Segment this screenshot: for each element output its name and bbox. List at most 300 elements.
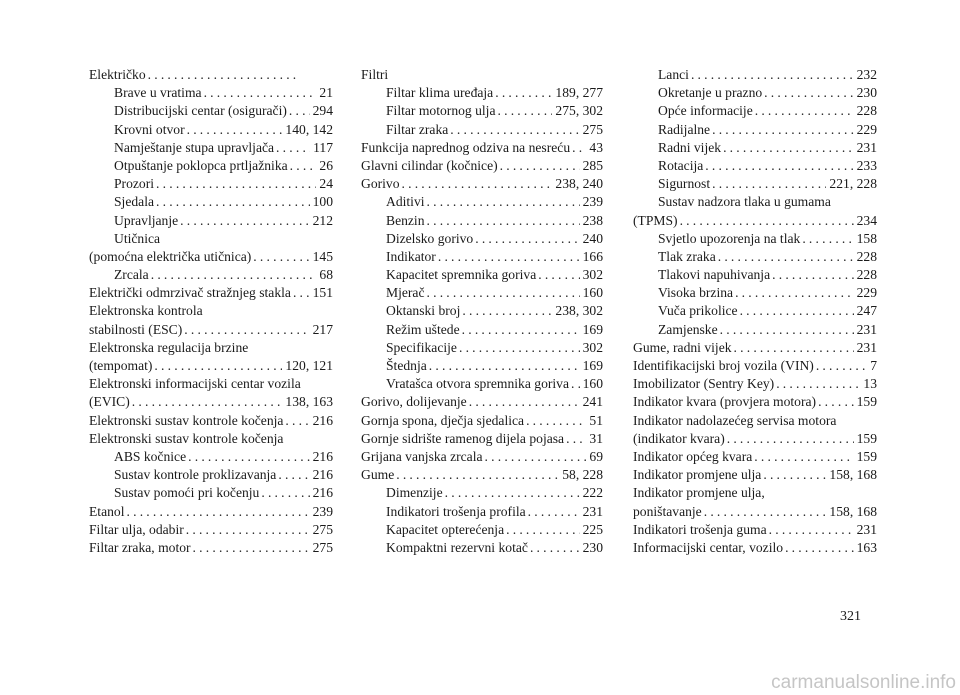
index-entry-text: Benzin [386, 212, 425, 230]
index-entry [361, 139, 603, 157]
index-entry-text: Identifikacijski broj vozila (VIN) [633, 357, 814, 375]
dot-leader [761, 466, 826, 484]
index-entry-page: 238, 302 [555, 303, 603, 319]
dot-leader [154, 175, 316, 193]
index-column-3 [633, 66, 877, 557]
index-entry-text: Utičnica [114, 230, 160, 248]
dot-leader [770, 266, 853, 284]
dot-leader [427, 357, 580, 375]
index-entry-page: 275, 302 [555, 103, 603, 119]
dot-leader [689, 66, 854, 84]
index-entry [633, 448, 877, 466]
index-entry-page: 229 [856, 121, 877, 137]
index-entry-page: 160 [582, 285, 603, 301]
dot-leader [732, 339, 854, 357]
index-entry [361, 430, 603, 448]
index-entry-text: Gume [361, 466, 394, 484]
index-entry-text: Filtar zraka, motor [89, 539, 191, 557]
index-entry-page: 169 [582, 321, 603, 337]
dot-leader [276, 466, 309, 484]
index-entry-text: Kompaktni rezervni kotač [386, 539, 528, 557]
index-entry-page: 216 [312, 448, 333, 464]
index-entry-text: Režim uštede [386, 321, 460, 339]
index-entry-page: 234 [856, 212, 877, 228]
index-entry-page: 159 [856, 448, 877, 464]
index-entry-page: 51 [589, 412, 603, 428]
index-entry-page: 58, 228 [562, 467, 603, 483]
index-entry-text: Aditivi [386, 193, 425, 211]
dot-leader [460, 302, 552, 320]
dot-leader [436, 248, 580, 266]
index-entry-text: Sustav pomoći pri kočenju [114, 484, 259, 502]
dot-leader [800, 230, 853, 248]
index-entry-text: Vratašca otvora spremnika goriva [386, 375, 569, 393]
index-entry [361, 102, 603, 120]
index-entry [633, 230, 877, 248]
index-entry [361, 521, 603, 539]
index-column-1 [89, 66, 333, 557]
index-entry [361, 357, 603, 375]
index-entry-text: Brave u vratima [114, 84, 202, 102]
index-entry-page: 239 [312, 503, 333, 519]
dot-leader [569, 375, 580, 393]
index-entry-page: 231 [582, 503, 603, 519]
dot-leader [467, 393, 580, 411]
index-entry-text: Tlak zraka [658, 248, 716, 266]
index-entry-text: Indikatori trošenja guma [633, 521, 767, 539]
index-entry [89, 539, 333, 557]
index-entry [633, 193, 877, 211]
index-entry-text: (indikator kvara) [633, 430, 725, 448]
dot-leader [473, 230, 579, 248]
index-entry [361, 375, 603, 393]
index-entry-page: 145 [312, 248, 333, 264]
index-entry-text: Funkcija naprednog odziva na nesreću [361, 139, 570, 157]
index-entry [89, 357, 333, 375]
dot-leader [716, 248, 854, 266]
index-entry [361, 448, 603, 466]
index-entry-page: 275 [312, 539, 333, 555]
dot-leader [710, 175, 826, 193]
dot-leader [191, 539, 310, 557]
index-entry-page: 231 [856, 321, 877, 337]
index-entry-text: Filtar ulja, odabir [89, 521, 184, 539]
index-entry-text: Sustav kontrole proklizavanja [114, 466, 276, 484]
dot-leader [762, 84, 853, 102]
dot-leader [202, 84, 317, 102]
index-entry [633, 66, 877, 84]
index-entry [361, 175, 603, 193]
index-entry-text: Namještanje stupa upravljača [114, 139, 274, 157]
index-entry [89, 230, 333, 248]
index-entry-text: Gorivo [361, 175, 400, 193]
index-entry-text: Okretanje u prazno [658, 84, 762, 102]
index-entry-page: 233 [856, 157, 877, 173]
index-entry-text: (tempomat) [89, 357, 152, 375]
index-entry-page: 275 [312, 521, 333, 537]
index-entry [633, 375, 877, 393]
dot-leader [259, 484, 309, 502]
index-entry [633, 357, 877, 375]
index-entry-page: 26 [319, 157, 333, 173]
index-entry [89, 503, 333, 521]
dot-leader [178, 212, 309, 230]
index-entry-page: 231 [856, 521, 877, 537]
index-entry [633, 521, 877, 539]
index-entry [361, 157, 603, 175]
dot-leader [394, 466, 559, 484]
dot-leader [816, 393, 854, 411]
index-entry-text: Gorivo, dolijevanje [361, 393, 467, 411]
index-entry-text: Filtar klima uređaja [386, 84, 493, 102]
index-entry-page: 240 [582, 230, 603, 246]
dot-leader [496, 102, 553, 120]
index-entry [89, 84, 333, 102]
index-entry [89, 448, 333, 466]
index-entry-text: Lanci [658, 66, 689, 84]
index-entry [361, 84, 603, 102]
index-entry [633, 466, 877, 484]
dot-leader [125, 503, 310, 521]
index-entry-text: Upravljanje [114, 212, 178, 230]
index-entry-text: Elektronski sustav kontrole kočenja [89, 412, 283, 430]
index-entry-text: Indikator promjene ulja, [633, 484, 765, 502]
index-entry [361, 503, 603, 521]
index-entry-text: Elektronska kontrola [89, 302, 203, 320]
dot-leader [400, 175, 553, 193]
index-entry-page: 275 [582, 121, 603, 137]
index-entry-text: Etanol [89, 503, 125, 521]
dot-leader [767, 521, 854, 539]
index-entry [89, 175, 333, 193]
index-entry-page: 158, 168 [829, 503, 877, 519]
index-entry-page: 216 [312, 467, 333, 483]
dot-leader [425, 193, 580, 211]
index-entry-page: 163 [856, 539, 877, 555]
dot-leader [425, 212, 580, 230]
index-entry-page: 231 [856, 339, 877, 355]
dot-leader [287, 102, 310, 120]
index-entry [361, 539, 603, 557]
index-entry-page: 241 [582, 394, 603, 410]
index-entry-text: Oktanski broj [386, 302, 460, 320]
index-entry-page: 68 [319, 267, 333, 283]
index-entry-page: 230 [582, 539, 603, 555]
index-entry [633, 539, 877, 557]
dot-leader [570, 139, 586, 157]
dot-leader [752, 448, 853, 466]
index-entry-page: 225 [582, 521, 603, 537]
index-entry-page: 216 [312, 412, 333, 428]
index-entry-page: 221, 228 [829, 176, 877, 192]
index-entry-text: Glavni cilindar (kočnice) [361, 157, 498, 175]
dot-leader [783, 539, 854, 557]
dot-leader [702, 503, 827, 521]
index-entry-page: 239 [582, 194, 603, 210]
index-entry-text: Radijalne [658, 121, 710, 139]
index-entry-text: Sjedala [114, 193, 154, 211]
index-entry-text: Indikator kvara (provjera motora) [633, 393, 816, 411]
index-entry-page: 231 [856, 139, 877, 155]
index-entry-text: Informacijski centar, vozilo [633, 539, 783, 557]
index-entry-text: (pomoćna električka utičnica) [89, 248, 251, 266]
index-entry [633, 212, 877, 230]
index-entry-text: Prozori [114, 175, 154, 193]
index-entry-page: 69 [589, 448, 603, 464]
dot-leader [524, 412, 586, 430]
index-entry [89, 521, 333, 539]
dot-leader [498, 157, 580, 175]
index-entry-page: 247 [856, 303, 877, 319]
index-entry-page: 151 [312, 285, 333, 301]
index-entry-page: 222 [582, 485, 603, 501]
index-entry-page: 117 [313, 139, 333, 155]
index-entry-page: 13 [863, 376, 877, 392]
dot-leader [425, 284, 580, 302]
index-column-2 [361, 66, 603, 557]
index-entry-page: 31 [589, 430, 603, 446]
index-entry-text: Sustav nadzora tlaka u gumama [658, 193, 831, 211]
index-entry [633, 339, 877, 357]
index-entry [361, 193, 603, 211]
index-entry [361, 230, 603, 248]
index-entry [633, 102, 877, 120]
dot-leader [678, 212, 854, 230]
dot-leader [152, 357, 282, 375]
dot-leader [182, 321, 309, 339]
index-entry [89, 284, 333, 302]
index-entry-page: 212 [312, 212, 333, 228]
index-entry-text: Grijana vanjska zrcala [361, 448, 483, 466]
index-entry-text: Specifikacije [386, 339, 457, 357]
dot-leader [753, 102, 854, 120]
index-entry [89, 484, 333, 502]
index-entry [361, 248, 603, 266]
index-entry [633, 121, 877, 139]
index-entry-text: Tlakovi napuhivanja [658, 266, 770, 284]
dot-leader [774, 375, 860, 393]
index-entry-page: 24 [319, 176, 333, 192]
dot-leader [526, 503, 580, 521]
index-entry [633, 84, 877, 102]
index-entry-text: Elektronski informacijski centar vozila [89, 375, 301, 393]
dot-leader [483, 448, 587, 466]
index-entry [361, 121, 603, 139]
dot-leader [288, 157, 317, 175]
index-entry-page: 228 [856, 248, 877, 264]
index-entry-page: 43 [589, 139, 603, 155]
dot-leader [146, 66, 298, 84]
index-entry-text: Imobilizator (Sentry Key) [633, 375, 774, 393]
index-entry [361, 321, 603, 339]
index-entry-text: ABS kočnice [114, 448, 186, 466]
index-entry [633, 266, 877, 284]
dot-leader [457, 339, 580, 357]
index-entry-page: 238 [582, 212, 603, 228]
index-entry [89, 321, 333, 339]
index-entry-text: Gume, radni vijek [633, 339, 732, 357]
index-entry [361, 302, 603, 320]
index-entry-text: Otpuštanje poklopca prtljažnika [114, 157, 288, 175]
index-entry-text: Gornje sidrište ramenog dijela pojasa [361, 430, 564, 448]
index-entry-text: Indikator [386, 248, 436, 266]
index-entry-page: 228 [856, 103, 877, 119]
index-entry [361, 412, 603, 430]
index-entry-page: 229 [856, 285, 877, 301]
dot-leader [493, 84, 552, 102]
index-entry-text: Visoka brzina [658, 284, 733, 302]
index-entry-text: stabilnosti (ESC) [89, 321, 182, 339]
index-entry-page: 21 [319, 85, 333, 101]
index-entry-page: 216 [312, 485, 333, 501]
index-entry-text: Krovni otvor [114, 121, 185, 139]
dot-leader [738, 302, 854, 320]
dot-leader [448, 121, 579, 139]
index-entry [89, 302, 333, 320]
index-entry-text: Distribucijski centar (osigurači) [114, 102, 287, 120]
index-entry [361, 466, 603, 484]
index-entry-text: (EVIC) [89, 393, 130, 411]
index-entry-text: Kapacitet spremnika goriva [386, 266, 536, 284]
dot-leader [504, 521, 579, 539]
index-entry [633, 321, 877, 339]
index-entry [89, 393, 333, 411]
index-entry-text: Filtar zraka [386, 121, 448, 139]
index-entry [633, 175, 877, 193]
dot-leader [528, 539, 580, 557]
index-entry [89, 375, 333, 393]
index-entry [89, 193, 333, 211]
dot-leader [564, 430, 586, 448]
index-entry-text: Vuča prikolice [658, 302, 738, 320]
dot-leader [154, 193, 310, 211]
dot-leader [733, 284, 854, 302]
index-entry-page: 230 [856, 85, 877, 101]
index-entry [361, 393, 603, 411]
index-entry [361, 339, 603, 357]
index-entry-text: Elektronska regulacija brzine [89, 339, 248, 357]
index-entry-page: 302 [582, 267, 603, 283]
index-entry-page: 228 [856, 267, 877, 283]
index-entry-page: 100 [312, 194, 333, 210]
index-entry-text: Kapacitet opterećenja [386, 521, 504, 539]
index-entry-page: 140, 142 [285, 121, 333, 137]
index-entry [633, 412, 877, 430]
index-entry [89, 248, 333, 266]
index-entry-text: Filtar motornog ulja [386, 102, 496, 120]
index-entry-text: Mjerač [386, 284, 425, 302]
index-entry-page: 158 [856, 230, 877, 246]
dot-leader [725, 430, 854, 448]
dot-leader [251, 248, 309, 266]
index-entry [89, 339, 333, 357]
index-entry [89, 430, 333, 448]
dot-leader [460, 321, 580, 339]
dot-leader [536, 266, 579, 284]
index-entry-page: 158, 168 [829, 467, 877, 483]
index-entry-page: 217 [312, 321, 333, 337]
index-entry [633, 393, 877, 411]
index-entry-page: 138, 163 [285, 394, 333, 410]
dot-leader [721, 139, 854, 157]
dot-leader [186, 448, 309, 466]
index-entry [633, 503, 877, 521]
index-entry-page: 294 [312, 103, 333, 119]
index-entry [89, 102, 333, 120]
index-entry-text: Zrcala [114, 266, 149, 284]
index-entry-text: Električki odmrzivač stražnjeg stakla [89, 284, 291, 302]
index-entry [361, 212, 603, 230]
index-entry-text: Svjetlo upozorenja na tlak [658, 230, 800, 248]
index-entry [89, 466, 333, 484]
index-entry-text: Indikator nadolazećeg servisa motora [633, 412, 836, 430]
index-entry [633, 139, 877, 157]
index-entry-page: 189, 277 [555, 85, 603, 101]
index-entry-text: Indikator općeg kvara [633, 448, 752, 466]
index-entry [89, 157, 333, 175]
dot-leader [184, 521, 310, 539]
index-entry [89, 139, 333, 157]
index-entry-text: (TPMS) [633, 212, 678, 230]
dot-leader [149, 266, 317, 284]
dot-leader [443, 484, 580, 502]
index-entry-page: 159 [856, 430, 877, 446]
page-number: 321 [840, 609, 861, 624]
index-entry-text: Dimenzije [386, 484, 443, 502]
index-entry [361, 266, 603, 284]
index-entry-text: Zamjenske [658, 321, 718, 339]
index-entry-text: Indikatori trošenja profila [386, 503, 526, 521]
index-entry-page: 120, 121 [285, 358, 333, 373]
index-entry-page: 160 [582, 376, 603, 392]
index-entry-text: Radni vijek [658, 139, 721, 157]
index-entry [361, 284, 603, 302]
index-entry-text: Dizelsko gorivo [386, 230, 473, 248]
index-entry [633, 284, 877, 302]
index-entry-text: Gornja spona, dječja sjedalica [361, 412, 524, 430]
index-entry [361, 66, 603, 84]
index-entry [89, 66, 333, 84]
index-entry [633, 302, 877, 320]
index-entry-text: poništavanje [633, 503, 702, 521]
index-entry-page: 302 [582, 339, 603, 355]
dot-leader [185, 121, 283, 139]
index-entry-page: 7 [870, 358, 877, 373]
index-entry-text: Štednja [386, 357, 427, 375]
dot-leader [291, 284, 310, 302]
index-entry [633, 484, 877, 502]
index-entry [89, 412, 333, 430]
index-entry-text: Elektronski sustav kontrole kočenja [89, 430, 283, 448]
watermark: carmanualsonline.info [771, 672, 956, 693]
index-entry [633, 248, 877, 266]
dot-leader [274, 139, 310, 157]
index-entry-page: 169 [582, 358, 603, 373]
index-entry-text: Rotacija [658, 157, 703, 175]
index-entry-page: 159 [856, 394, 877, 410]
index-entry-page: 285 [582, 157, 603, 173]
dot-leader [130, 393, 283, 411]
index-entry [361, 484, 603, 502]
dot-leader [710, 121, 854, 139]
index-entry-text: Indikator promjene ulja [633, 466, 761, 484]
dot-leader [814, 357, 867, 375]
dot-leader [718, 321, 854, 339]
index-entry-text: Opće informacije [658, 102, 753, 120]
index-entry [89, 266, 333, 284]
index-entry [89, 212, 333, 230]
index-entry-page: 238, 240 [555, 176, 603, 192]
